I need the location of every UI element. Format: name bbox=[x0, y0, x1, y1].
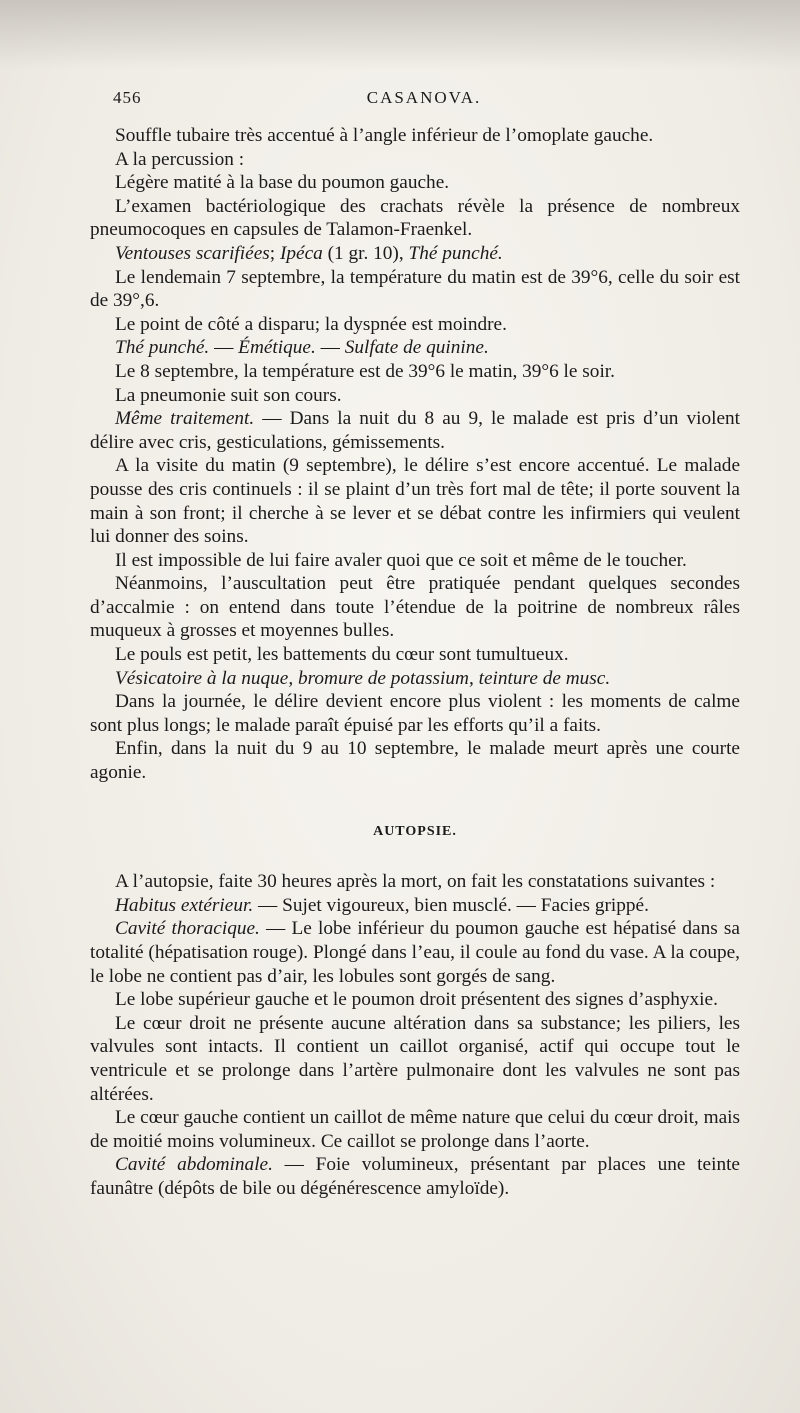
paragraph: Le pouls est petit, les battements du cœur sont tumultueux. bbox=[115, 644, 569, 666]
italic-text: Ventouses scarifiées bbox=[115, 242, 270, 264]
text-run: — bbox=[209, 337, 239, 359]
paragraph: A l’autopsie, faite 30 heures après la mort, on fait les constatations suivantes : bbox=[115, 871, 716, 893]
paragraph bbox=[90, 1153, 740, 1200]
paragraph bbox=[90, 407, 740, 454]
running-head: CASANOVA. bbox=[366, 88, 482, 107]
italic-text: Thé punché. bbox=[408, 242, 503, 264]
paragraph bbox=[90, 917, 740, 988]
italic-text: Habitus extérieur. bbox=[115, 894, 254, 916]
paragraph: La pneumonie suit son cours. bbox=[115, 384, 342, 406]
paragraph: A la percussion : bbox=[115, 148, 245, 170]
paragraph bbox=[90, 667, 740, 691]
text-run: — Foie volumineux, présentant par places une teinte faunâtre (dépôts de bile ou dégénérescence amyloïde). bbox=[90, 1154, 740, 1199]
page-edge-shadow bbox=[0, 0, 800, 70]
italic-text: Émétique. bbox=[238, 337, 316, 359]
paragraph bbox=[90, 336, 740, 360]
italic-text: Sulfate de quinine. bbox=[344, 337, 489, 359]
italic-text: Même traitement. bbox=[115, 408, 255, 430]
paragraph: Enfin, dans la nuit du 9 au 10 septembre, le malade meurt après une courte agonie. bbox=[90, 738, 740, 784]
italic-text: Cavité thoracique. bbox=[115, 918, 260, 940]
paragraph: Dans la journée, le délire devient encore plus violent : les moments de calme sont plus longs; le malade paraît épuisé par les efforts qu’il a faits. bbox=[90, 691, 740, 736]
section-title: AUTOPSIE. bbox=[373, 823, 457, 839]
paragraph: L’examen bactériologique des crachats révèle la présence de nombreux pneumocoques en capsules de Talamon-Fraenkel. bbox=[90, 195, 740, 241]
paragraph: Le 8 septembre, la température est de 39°6 le matin, 39°6 le soir. bbox=[115, 360, 615, 382]
paragraph: Le lendemain 7 septembre, la température du matin est de 39°6, celle du soir est de 39°,6. bbox=[90, 266, 740, 312]
paragraph: A la visite du matin (9 septembre), le délire s’est encore accentué. Le malade pousse des cris continuels : il se plaint d’un très fort mal de tête; il porte souvent la main à son front; il cherche à se lever et se débat contre les infirmiers qui veulent lui donner des soins. bbox=[90, 455, 740, 548]
paragraph: Le cœur gauche contient un caillot de même nature que celui du cœur droit, mais de moitié moins volumineux. Ce caillot se prolonge dans l’aorte. bbox=[90, 1107, 740, 1152]
italic-text: Ipéca bbox=[279, 242, 323, 264]
paragraph: Le cœur droit ne présente aucune altération dans sa substance; les piliers, les valvules sont intacts. Il contient un caillot organisé, actif qui occupe tout le ventricule et se prolonge dans l’artère pulmonaire dont les valvules ne sont pas altérées. bbox=[90, 1012, 740, 1105]
italic-text: Vésicatoire à la nuque, bromure de potassium, teinture de musc. bbox=[115, 667, 611, 689]
paragraph: Légère matité à la base du poumon gauche. bbox=[115, 172, 450, 194]
paragraph: Le point de côté a disparu; la dyspnée est moindre. bbox=[115, 313, 507, 335]
paragraph: Il est impossible de lui faire avaler quoi que ce soit et même de le toucher. bbox=[115, 549, 687, 571]
page-header bbox=[113, 84, 735, 114]
paragraph bbox=[90, 242, 740, 266]
page-number: 456 bbox=[113, 88, 142, 107]
italic-text: Thé punché. bbox=[115, 337, 210, 359]
text-run: — Le lobe inférieur du poumon gauche est hépatisé dans sa totalité (hépatisation rouge). Plongé dans l’eau, il coule au fond du vase. A la coupe, le lobe ne contient pas d’air, les lobules sont gorgés de sang. bbox=[90, 918, 740, 987]
text-run: (1 gr. 10), bbox=[322, 242, 409, 264]
italic-text: Cavité abdominale. bbox=[115, 1154, 273, 1176]
page-body bbox=[90, 124, 740, 1201]
text-run: — Sujet vigoureux, bien musclé. — Facies grippé. bbox=[253, 894, 649, 916]
paragraph bbox=[90, 894, 740, 918]
text-run: ; bbox=[269, 242, 280, 264]
paragraph: Souffle tubaire très accentué à l’angle inférieur de l’omoplate gauche. bbox=[115, 125, 654, 146]
text-run: — bbox=[315, 337, 345, 359]
paragraph: Néanmoins, l’auscultation peut être pratiquée pendant quelques secondes d’accalmie : on entend dans toute l’étendue de la poitrine de nombreux râles muqueux à grosses et moyennes bulles. bbox=[90, 573, 740, 642]
paragraph: Le lobe supérieur gauche et le poumon droit présentent des signes d’asphyxie. bbox=[115, 989, 718, 1011]
text-run: — Dans la nuit du 8 au 9, le malade est pris d’un violent délire avec cris, gesticulations, gémissements. bbox=[90, 408, 740, 453]
